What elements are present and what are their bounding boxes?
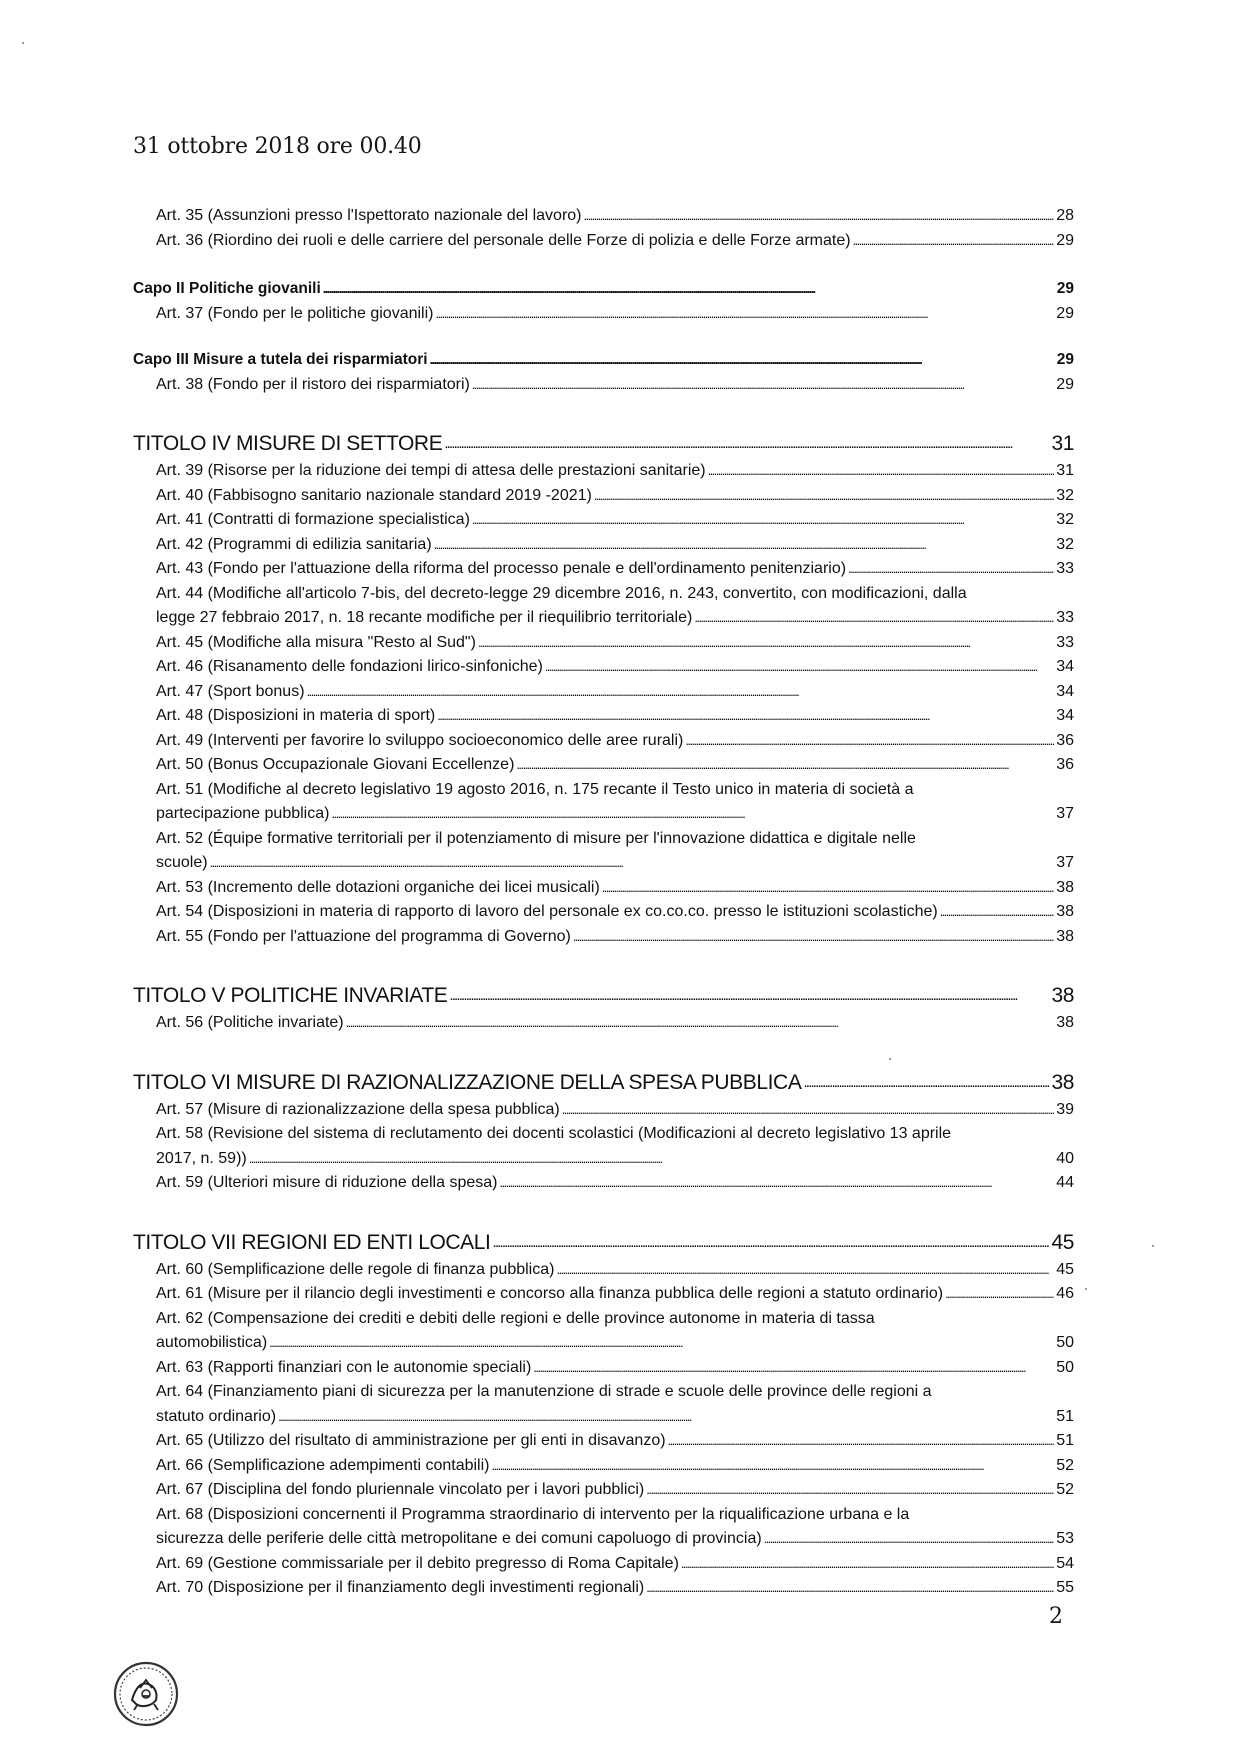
toc-entry-art50[interactable] [133, 753, 1074, 778]
toc-entry-label: Art. 40 (Fabbisogno sanitario nazionale standard 2019 -2021) [156, 486, 592, 504]
toc-entry-label: Art. 47 (Sport bonus) [156, 682, 305, 700]
toc-entry-page: 34 [1056, 707, 1074, 724]
dot-leader [449, 979, 1049, 1011]
toc-entry-page: 33 [1056, 633, 1074, 651]
toc-entry-page: 51 [1056, 1432, 1074, 1449]
dot-leader [516, 753, 1054, 778]
dot-leader [668, 1429, 1055, 1454]
toc-entry-label: Art. 36 (Riordino dei ruoli e delle carriere del personale delle Forze di polizia e delle Forze armate) [156, 231, 851, 249]
dot-leader [249, 1147, 1054, 1172]
toc-entry-label-line2: scuole) [156, 854, 208, 871]
dot-leader [694, 606, 1054, 631]
toc-entry-page: 29 [1056, 375, 1074, 393]
dot-leader [764, 1527, 1055, 1552]
toc-entry-art61[interactable] [133, 1282, 1074, 1307]
toc-entry-label: Art. 46 (Risanamento delle fondazioni lirico-sinfoniche) [156, 658, 543, 675]
print-timestamp: 31 ottobre 2018 ore 00.40 [133, 134, 422, 159]
toc-entry-label-line2: 2017, n. 59)) [156, 1149, 247, 1167]
toc-entry-page: 38 [1056, 1014, 1074, 1031]
toc-entry-art48[interactable] [133, 704, 1074, 729]
toc-entry-page: 31 [1056, 462, 1074, 479]
toc-entry-label-line1: Art. 64 (Finanziamento piani di sicurezza per la manutenzione di strade e scuole delle province delle regioni a [156, 1383, 932, 1400]
toc-entry-art59[interactable] [133, 1171, 1074, 1196]
toc-entry-label: Art. 35 (Assunzioni presso l'Ispettorato nazionale del lavoro) [156, 207, 582, 224]
toc-entry-label-line1: Art. 68 (Disposizioni concernenti il Programma straordinario di intervento per la riqualificazione urbana e la [156, 1505, 910, 1523]
dot-leader [278, 1405, 1054, 1430]
toc-entry-label: Art. 67 (Disciplina del fondo pluriennale vincolato per i lavori pubblici) [156, 1481, 645, 1498]
page-number: 2 [1049, 1604, 1063, 1629]
dot-leader [444, 427, 1049, 459]
toc-entry-label: Art. 65 (Utilizzo del risultato di amministrazione per gli enti in disavanzo) [156, 1432, 666, 1449]
toc-entry-label: Art. 56 (Politiche invariate) [156, 1014, 344, 1031]
toc-entry-page: 53 [1056, 1530, 1074, 1547]
toc-entry-art51[interactable] [133, 778, 1074, 827]
toc-entry-label-line2: automobilistica) [156, 1334, 268, 1351]
toc-entry-label-line1: Art. 58 (Revisione del sistema di reclutamento dei docenti scolastici (Modificazioni al decreto legislativo 13 aprile [156, 1125, 952, 1142]
toc-entry-label-line1: Art. 44 (Modifiche all'articolo 7-bis, del decreto-legge 29 dicembre 2016, n. 243, convertito, con modificazioni, dalla [156, 584, 967, 602]
toc-entry-page: 29 [1056, 231, 1074, 249]
toc-entry-label: Art. 39 (Risorse per la riduzione dei tempi di attesa delle prestazioni sanitarie) [156, 462, 706, 479]
toc-entry-label-line2: partecipazione pubblica) [156, 805, 330, 822]
toc-entry-art46[interactable] [133, 655, 1074, 680]
dot-leader [940, 900, 1055, 925]
dot-leader [556, 1258, 1054, 1283]
dot-leader [584, 204, 1055, 229]
toc-entry-page: 33 [1056, 609, 1074, 626]
toc-entry-label: Art. 66 (Semplificazione adempimenti contabili) [156, 1456, 490, 1474]
toc-entry-art68[interactable] [133, 1503, 1074, 1552]
toc-entry-label: Art. 49 (Interventi per favorire lo sviluppo socioeconomico delle aree rurali) [156, 731, 684, 749]
toc-entry-art64[interactable] [133, 1380, 1074, 1429]
toc-entry-page: 36 [1056, 731, 1074, 749]
toc-entry-art65[interactable] [133, 1429, 1074, 1454]
toc-entry-label: Art. 53 (Incremento delle dotazioni organiche dei licei musicali) [156, 878, 600, 896]
toc-entry-page: 40 [1056, 1149, 1074, 1167]
toc-entry-label: Art. 63 (Rapporti finanziari con le autonomie speciali) [156, 1358, 532, 1376]
toc-entry-label-line2: legge 27 febbraio 2017, n. 18 recante modifiche per il riequilibrio territoriale) [156, 609, 693, 626]
dot-leader [472, 373, 1054, 398]
dot-leader [499, 1171, 1054, 1196]
dot-leader [307, 680, 1055, 705]
toc-entry-art56[interactable] [133, 1011, 1074, 1036]
toc-entry-page: 36 [1056, 756, 1074, 773]
toc-title-iv[interactable] [133, 427, 1074, 459]
toc-entry-art45[interactable] [133, 631, 1074, 656]
dot-leader [478, 631, 1054, 656]
toc-entry-page: 46 [1056, 1285, 1074, 1302]
toc-entry-art63[interactable] [133, 1356, 1074, 1381]
toc-entry-page: 32 [1056, 486, 1074, 504]
toc-entry-page: 38 [1051, 1070, 1074, 1094]
toc-entry-page: 55 [1056, 1579, 1074, 1596]
toc-entry-art70[interactable] [133, 1576, 1074, 1601]
toc-entry-page: 39 [1056, 1100, 1074, 1118]
dot-leader [435, 302, 1054, 327]
dot-leader [210, 851, 1055, 876]
toc-entry-art39[interactable] [133, 459, 1074, 484]
dot-leader [562, 1098, 1054, 1123]
toc-entry-label: Art. 70 (Disposizione per il finanziamento degli investimenti regionali) [156, 1579, 645, 1596]
toc-entry-label: Art. 38 (Fondo per il ristoro dei risparmiatori) [156, 375, 470, 393]
toc-entry-page: 38 [1056, 927, 1074, 945]
toc-section-capo-iii[interactable] [133, 348, 1074, 373]
toc-entry-page: 37 [1056, 805, 1074, 822]
toc-entry-label: Art. 54 (Disposizioni in materia di rapporto di lavoro del personale ex co.co.co. presso le istituzioni scolastiche) [156, 903, 938, 920]
dot-leader [602, 876, 1054, 901]
dot-leader [269, 1331, 1054, 1356]
table-of-contents [133, 204, 1074, 1601]
dot-leader [853, 229, 1055, 254]
emblem-stamp-icon [112, 1660, 180, 1728]
toc-entry-page: 34 [1056, 682, 1074, 700]
dot-leader [594, 484, 1054, 509]
toc-entry-label: Art. 57 (Misure di razionalizzazione della spesa pubblica) [156, 1100, 560, 1118]
toc-entry-art54[interactable] [133, 900, 1074, 925]
toc-entry-label-line1: Art. 51 (Modifiche al decreto legislativo 19 agosto 2016, n. 175 recante il Testo unico in materia di società a [156, 780, 914, 798]
toc-entry-art69[interactable] [133, 1552, 1074, 1577]
toc-entry-page: 29 [1056, 304, 1074, 322]
dot-leader [708, 459, 1055, 484]
toc-entry-art43[interactable] [133, 557, 1074, 582]
toc-entry-art62[interactable] [133, 1307, 1074, 1356]
toc-entry-page: 54 [1056, 1554, 1074, 1572]
toc-entry-page: 44 [1056, 1174, 1074, 1191]
toc-entry-art40[interactable] [133, 484, 1074, 509]
toc-entry-page: 29 [1056, 351, 1074, 368]
toc-entry-art49[interactable] [133, 729, 1074, 754]
dot-leader [945, 1282, 1054, 1307]
toc-title-label: TITOLO VI MISURE DI RAZIONALIZZAZIONE DELLA SPESA PUBBLICA [133, 1070, 802, 1094]
toc-entry-art53[interactable] [133, 876, 1074, 901]
toc-entry-label: Art. 50 (Bonus Occupazionale Giovani Eccellenze) [156, 756, 515, 773]
toc-title-vii[interactable] [133, 1226, 1074, 1258]
toc-title-label: TITOLO V POLITICHE INVARIATE [133, 984, 448, 1007]
toc-entry-art42[interactable] [133, 533, 1074, 558]
toc-entry-label-line2: sicurezza delle periferie delle città metropolitane e dei comuni capoluogo di provincia) [156, 1530, 762, 1547]
scan-speck [1152, 1245, 1154, 1247]
toc-entry-page: 34 [1056, 658, 1074, 675]
toc-entry-art47[interactable] [133, 680, 1074, 705]
toc-entry-art58[interactable] [133, 1122, 1074, 1171]
toc-entry-label: Art. 37 (Fondo per le politiche giovanili) [156, 304, 434, 322]
toc-entry-label: Art. 59 (Ulteriori misure di riduzione della spesa) [156, 1174, 498, 1191]
dot-leader [848, 557, 1054, 582]
scan-speck [889, 1058, 891, 1060]
toc-entry-page: 52 [1056, 1481, 1074, 1498]
toc-entry-page: 31 [1051, 432, 1074, 455]
toc-entry-label: Art. 41 (Contratti di formazione specialistica) [156, 511, 470, 528]
toc-entry-page: 52 [1056, 1456, 1074, 1474]
toc-entry-page: 38 [1056, 878, 1074, 896]
toc-section-label: Capo II Politiche giovanili [133, 280, 321, 297]
dot-leader [434, 533, 1055, 558]
dot-leader [493, 1226, 1050, 1258]
toc-entry-page: 50 [1056, 1358, 1074, 1376]
dot-leader [573, 925, 1054, 950]
toc-entry-art67[interactable] [133, 1478, 1074, 1503]
toc-entry-page: 32 [1056, 535, 1074, 553]
toc-section-label: Capo III Misure a tutela dei risparmiatori [133, 351, 428, 368]
toc-title-vi[interactable] [133, 1066, 1074, 1098]
dot-leader [331, 802, 1054, 827]
dot-leader [430, 348, 1055, 373]
dot-leader [491, 1454, 1054, 1479]
toc-section-capo-ii[interactable] [133, 277, 1074, 302]
toc-entry-label: Art. 43 (Fondo per l'attuazione della riforma del processo penale e dell'ordinamento penitenziario) [156, 560, 847, 577]
toc-entry-art55[interactable] [133, 925, 1074, 950]
toc-entry-label: Art. 61 (Misure per il rilancio degli investimenti e concorso alla finanza pubblica delle regioni a statuto ordinario) [156, 1285, 944, 1302]
dot-leader [681, 1552, 1054, 1577]
scan-speck [1085, 1288, 1087, 1290]
dot-leader [533, 1356, 1054, 1381]
toc-entry-art57[interactable] [133, 1098, 1074, 1123]
toc-entry-label: Art. 42 (Programmi di edilizia sanitaria) [156, 535, 432, 553]
toc-entry-page: 38 [1051, 984, 1074, 1007]
toc-entry-label-line1: Art. 52 (Équipe formative territoriali per il potenziamento di misure per l'innovazione didattica e digitale nelle [156, 829, 916, 847]
toc-title-label: TITOLO IV MISURE DI SETTORE [133, 432, 443, 455]
toc-entry-art41[interactable] [133, 508, 1074, 533]
toc-title-label: TITOLO VII REGIONI ED ENTI LOCALI [133, 1230, 491, 1254]
toc-entry-art37[interactable] [133, 302, 1074, 327]
toc-entry-page: 38 [1056, 903, 1074, 920]
toc-title-v[interactable] [133, 979, 1074, 1011]
dot-leader [803, 1066, 1049, 1098]
toc-entry-page: 28 [1056, 207, 1074, 224]
toc-entry-label-line2: statuto ordinario) [156, 1407, 277, 1425]
toc-entry-label: Art. 60 (Semplificazione delle regole di finanza pubblica) [156, 1260, 555, 1278]
toc-entry-art52[interactable] [133, 827, 1074, 876]
toc-entry-art60[interactable] [133, 1258, 1074, 1283]
dot-leader [685, 729, 1054, 754]
toc-entry-label: Art. 69 (Gestione commissariale per il debito pregresso di Roma Capitale) [156, 1554, 679, 1572]
dot-leader [346, 1011, 1055, 1036]
toc-entry-art44[interactable] [133, 582, 1074, 631]
dot-leader [545, 655, 1054, 680]
dot-leader [437, 704, 1054, 729]
toc-entry-label: Art. 45 (Modifiche alla misura "Resto al Sud") [156, 633, 476, 651]
toc-entry-page: 33 [1056, 560, 1074, 577]
toc-entry-label: Art. 48 (Disposizioni in materia di sport) [156, 707, 436, 724]
toc-entry-page: 50 [1056, 1334, 1074, 1351]
toc-entry-page: 32 [1056, 511, 1074, 528]
scan-speck [22, 42, 24, 44]
dot-leader [323, 277, 1055, 302]
toc-entry-label: Art. 55 (Fondo per l'attuazione del programma di Governo) [156, 927, 571, 945]
dot-leader [646, 1576, 1054, 1601]
toc-entry-page: 45 [1051, 1230, 1074, 1254]
toc-entry-art35[interactable] [133, 204, 1074, 229]
toc-entry-page: 29 [1056, 280, 1074, 297]
dot-leader [646, 1478, 1054, 1503]
toc-entry-page: 51 [1056, 1407, 1074, 1425]
toc-entry-page: 37 [1056, 854, 1074, 871]
dot-leader [472, 508, 1054, 533]
toc-entry-art38[interactable] [133, 373, 1074, 398]
toc-entry-art36[interactable] [133, 229, 1074, 254]
toc-entry-label-line1: Art. 62 (Compensazione dei crediti e debiti delle regioni e delle province autonome in materia di tassa [156, 1309, 875, 1327]
toc-entry-art66[interactable] [133, 1454, 1074, 1479]
toc-entry-page: 45 [1056, 1260, 1074, 1278]
